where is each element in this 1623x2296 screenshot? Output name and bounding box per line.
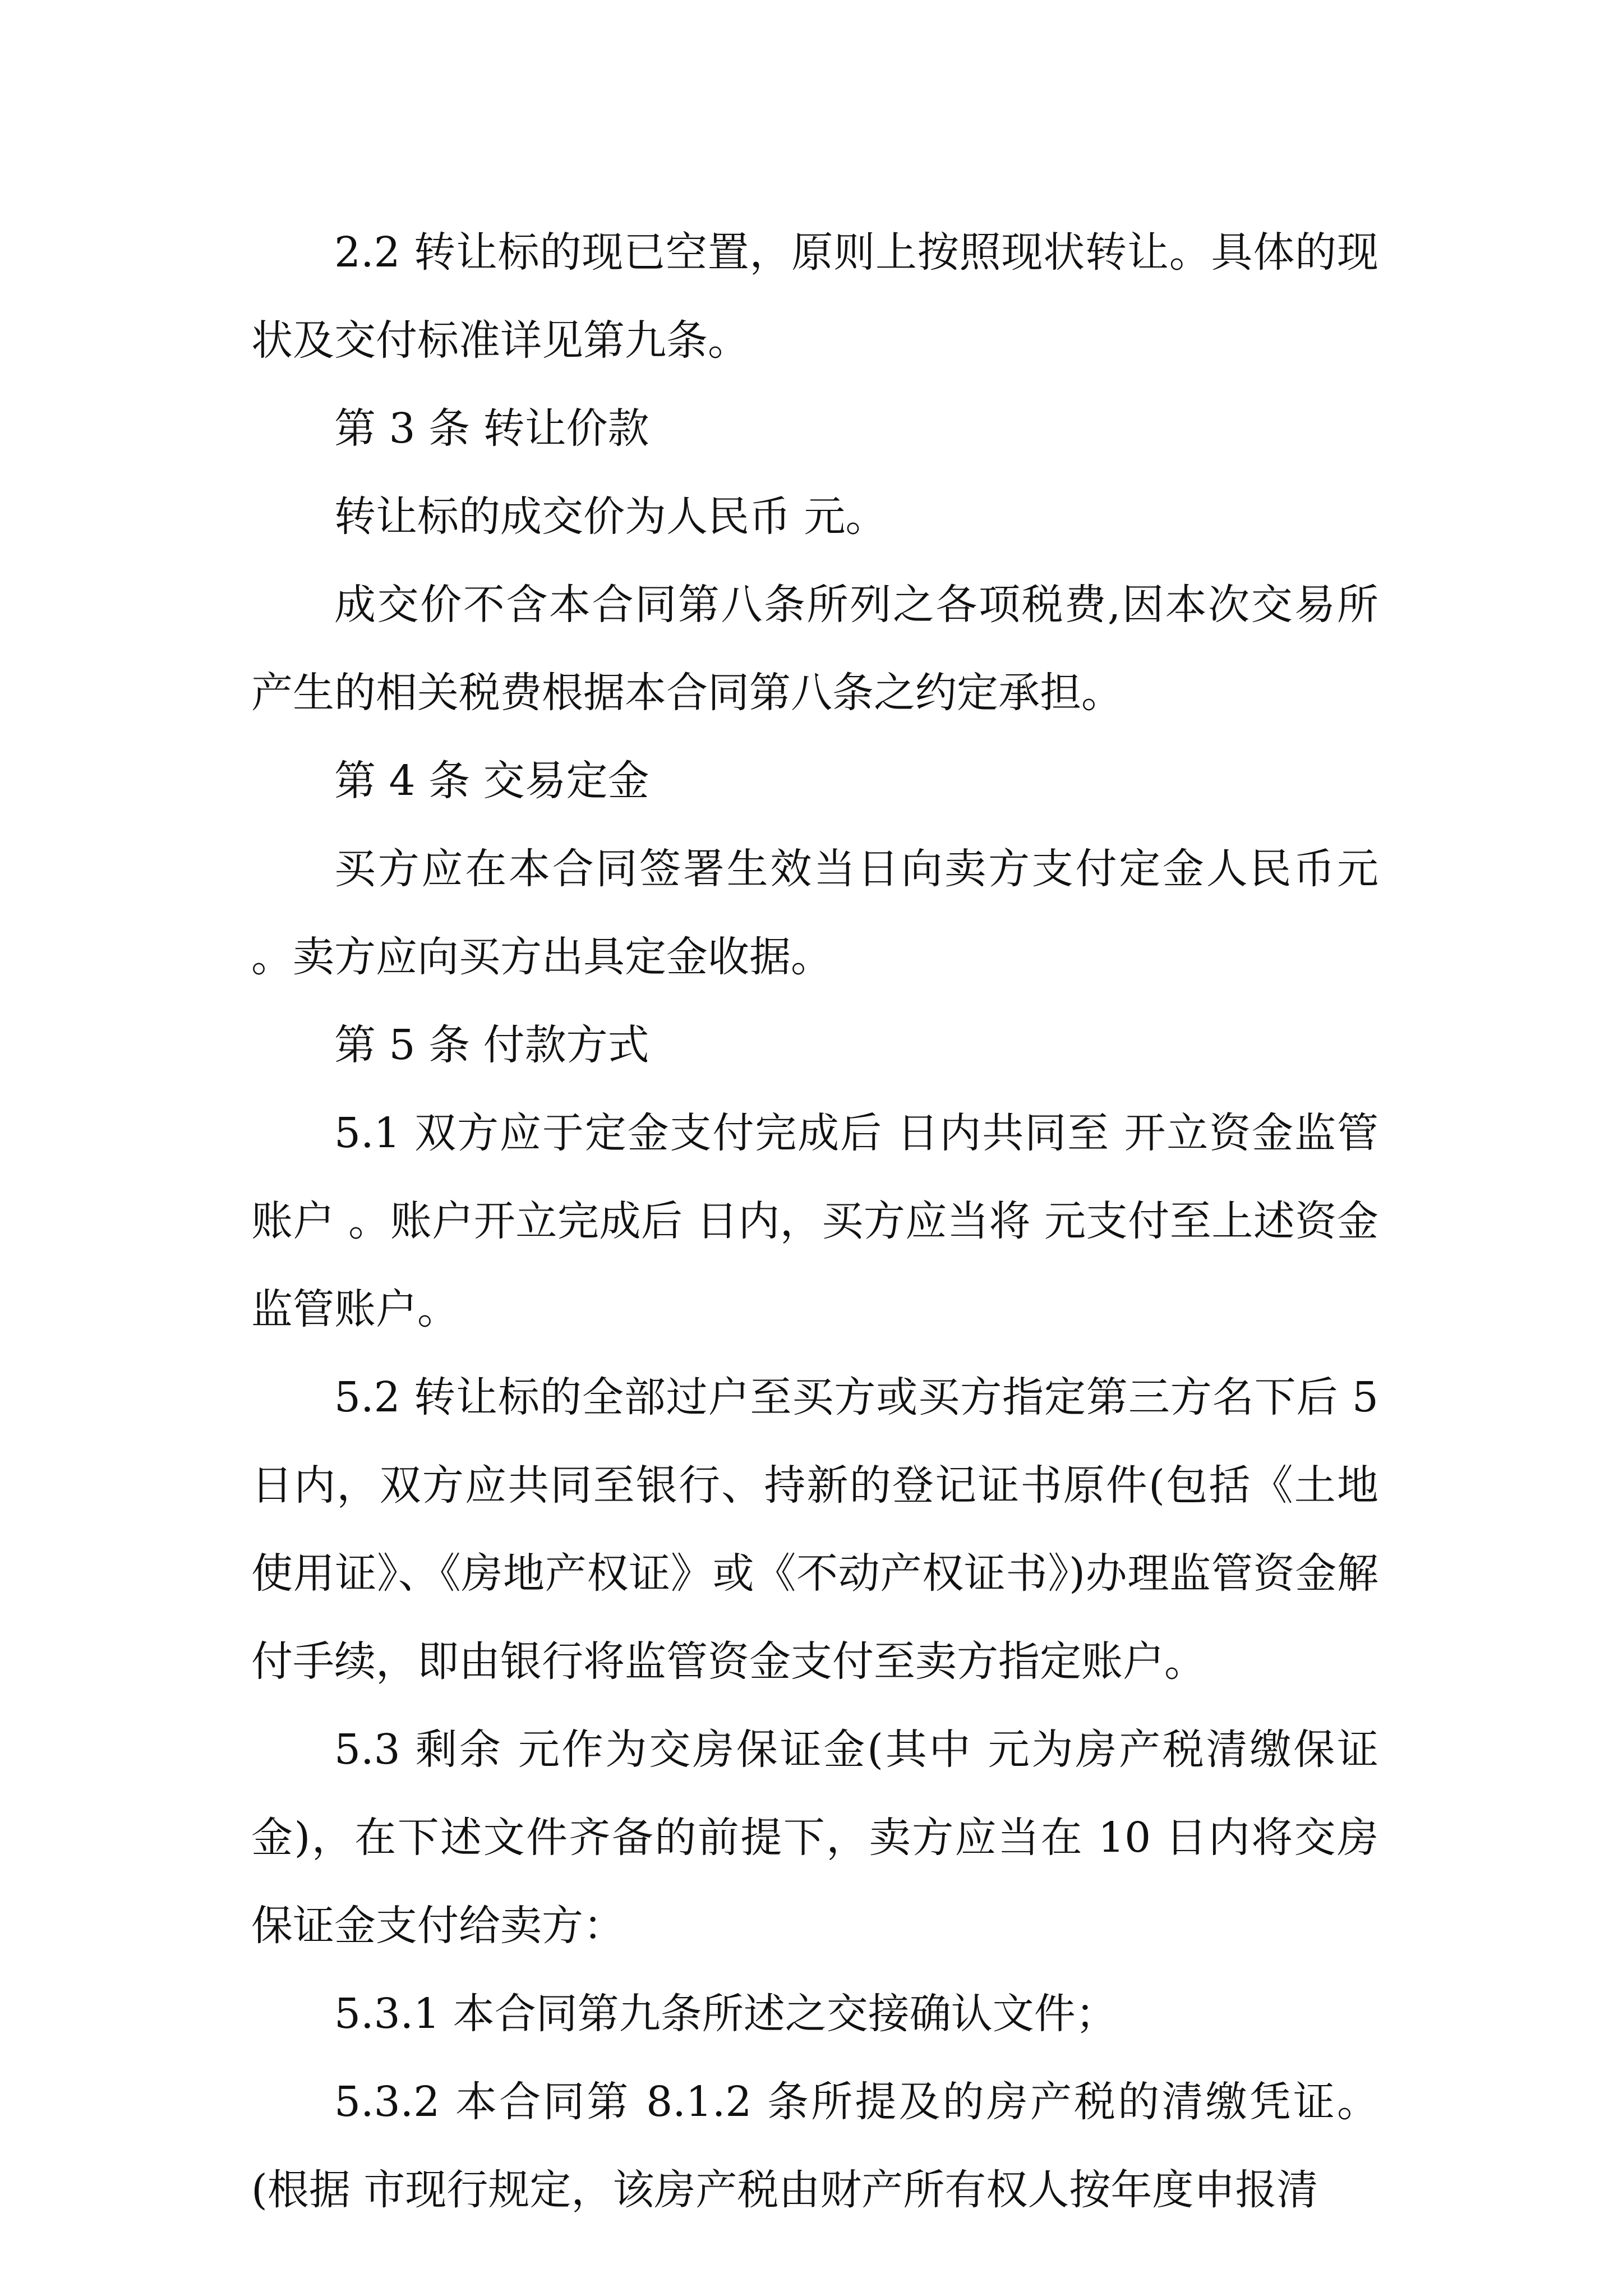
paragraph-2-2: 2.2 转让标的现已空置，原则上按照现状转让。具体的现状及交付标准详见第九条。 <box>251 228 1378 365</box>
article-4-heading: 第 4 条 交易定金 <box>334 757 649 805</box>
article-5-heading: 第 5 条 付款方式 <box>334 1021 649 1069</box>
paragraph-tax-note: 成交价不含本合同第八条所列之各项税费,因本次交易所产生的相关税费根据本合同第八条之约定承担。 <box>251 581 1378 717</box>
paragraph-transfer-price: 转让标的成交价为人民币 元。 <box>334 493 887 541</box>
article-3-heading: 第 3 条 转让价款 <box>334 404 649 453</box>
paragraph-deposit: 买方应在本合同签署生效当日向卖方支付定金人民币元 。卖方应向买方出具定金收据。 <box>251 845 1378 981</box>
paragraph-5-2: 5.2 转让标的全部过户至买方或买方指定第三方名下后 5 日内，双方应共同至银行、持新的登记证书原件(包括《土地使用证》、《房地产权证》或《不动产权证书》)办理监管资金解付手续，即由银行将监管资金支付至卖方指定账户。 <box>251 1373 1378 1686</box>
paragraph-5-3-2: 5.3.2 本合同第 8.1.2 条所提及的房产税的清缴凭证。(根据 市现行规定，该房产税由财产所有权人按年度申报清 <box>251 2078 1378 2214</box>
paragraph-5-3: 5.3 剩余 元作为交房保证金(其中 元为房产税清缴保证金)，在下述文件齐备的前提下，卖方应当在 10 日内将交房保证金支付给卖方： <box>251 1726 1378 1950</box>
document-body <box>251 209 1378 2234</box>
paragraph-5-1: 5.1 双方应于定金支付完成后 日内共同至 开立资金监管账户 。账户开立完成后 日内，买方应当将 元支付至上述资金监管账户。 <box>251 1109 1378 1333</box>
paragraph-5-3-1: 5.3.1 本合同第九条所述之交接确认文件； <box>334 1990 1117 2038</box>
